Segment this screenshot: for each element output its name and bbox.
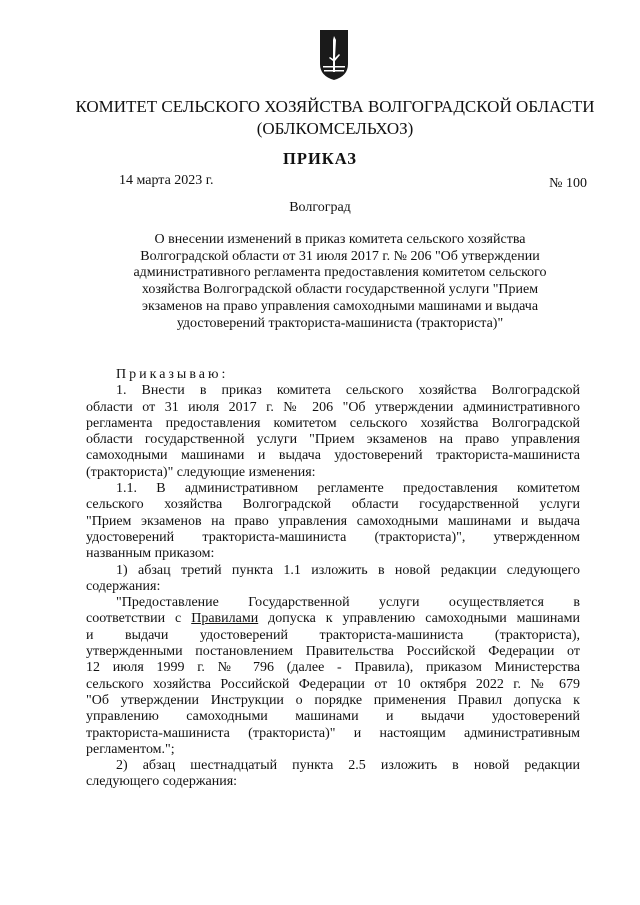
paragraph-line: утвержденными постановлением Правительства Российской Федерации от — [86, 644, 580, 660]
subject-line: О внесении изменений в приказ комитета сельского хозяйства — [154, 232, 526, 247]
document-number: № 100 — [549, 176, 587, 191]
paragraph-line: 1) абзац третий пункта 1.1 изложить в новой редакции следующего — [116, 562, 580, 578]
paragraph-line: области от 31 июля 2017 г. № 206 "Об утверждении административного — [86, 399, 580, 415]
paragraph-line: названным приказом: — [86, 546, 215, 562]
text-fragment: допуска к управлению самоходными машинами — [258, 611, 580, 627]
subject-line: экзаменов на право управления самоходными машинами и выдача — [141, 298, 539, 314]
paragraph-line: регламента предоставления комитетом сельского хозяйства Волгоградской — [86, 415, 580, 431]
paragraph-line: управлению самоходными машинами и выдачи удостоверений — [86, 709, 580, 725]
subject-line: Волгоградской области от 31 июля 2017 г. № 206 "Об утверждении — [140, 248, 540, 264]
document-subject — [100, 232, 580, 332]
subject-line: административного регламента предоставления комитетом сельского — [133, 265, 547, 281]
subject-line: удостоверений тракториста-машиниста (тракториста)" — [176, 315, 504, 331]
paragraph-line: области государственной услуги "Прием экзаменов на право управления — [86, 432, 580, 448]
paragraph-line: (тракториста)" следующие изменения: — [86, 464, 316, 480]
paragraph-line: и выдачи удостоверений тракториста-машиниста (тракториста), — [86, 627, 580, 643]
paragraph-line: сельского хозяйства Российской Федерации от 10 октября 2022 г. № 679 — [86, 676, 580, 692]
paragraph-line: тракториста-машиниста (тракториста)" и настоящим административным — [86, 725, 580, 741]
paragraph-line: регламентом."; — [86, 741, 175, 757]
document-city: Волгоград — [289, 200, 351, 215]
subject-line: хозяйства Волгоградской области государственной услуги "Прием — [141, 282, 539, 298]
text-fragment: соответствии с — [86, 611, 192, 627]
organization-name-line1: КОМИТЕТ СЕЛЬСКОГО ХОЗЯЙСТВА ВОЛГОГРАДСКОЙ ОБЛАСТИ — [75, 97, 595, 116]
document-body — [86, 367, 580, 791]
paragraph-line: удостоверений тракториста-машиниста (тракториста)", утвержденном — [86, 529, 580, 545]
coat-of-arms-icon — [318, 28, 350, 82]
paragraph-line: 12 июля 1999 г. № 796 (далее - Правила), приказом Министерства — [86, 660, 580, 676]
organization-name-line2: (ОБЛКОМСЕЛЬХОЗ) — [256, 119, 414, 138]
order-word: Приказываю: — [116, 367, 229, 382]
paragraph-line: 1.1. В административном регламенте предоставления комитетом — [116, 481, 580, 497]
paragraph-line: самоходными машинами и выдача удостоверений тракториста-машиниста — [86, 448, 580, 464]
rules-link[interactable]: Правилами — [191, 611, 259, 627]
paragraph-line: "Предоставление Государственной услуги осуществляется в — [116, 595, 580, 611]
paragraph-line: "Об утверждении Инструкции о порядке применения Правил допуска к — [86, 692, 580, 708]
paragraph-line — [86, 611, 580, 627]
paragraph-line: "Прием экзаменов на право управления самоходными машинами и выдача — [86, 513, 580, 529]
paragraph-line: содержания: — [86, 578, 161, 594]
paragraph-line: 2) абзац шестнадцатый пункта 2.5 изложить в новой редакции — [116, 758, 580, 774]
paragraph-line: следующего содержания: — [86, 774, 238, 790]
document-date: 14 марта 2023 г. — [119, 173, 214, 188]
paragraph-line: сельского хозяйства Волгоградской области государственной услуги — [86, 497, 580, 513]
paragraph-line: 1. Внести в приказ комитета сельского хозяйства Волгоградской — [116, 383, 580, 399]
organization-name — [60, 96, 610, 140]
document-title: ПРИКАЗ — [283, 149, 357, 168]
